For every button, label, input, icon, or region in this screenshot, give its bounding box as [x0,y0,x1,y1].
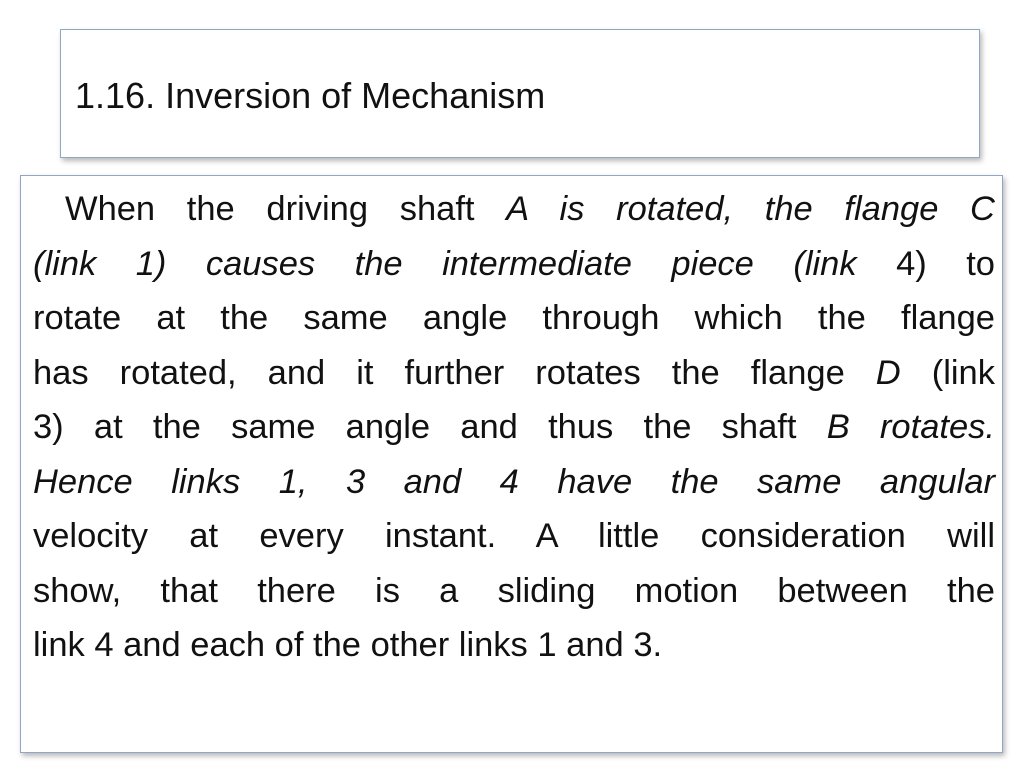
italic-text-segment: (link 1) causes the intermediate piece (link [33,244,897,283]
text-segment: (link [900,353,995,392]
italic-text-segment: D [875,353,901,392]
body-paragraph [33,182,995,673]
text-segment: link 4 and each of the other links 1 and 3. [33,626,663,664]
title-placeholder [60,29,980,158]
italic-text-segment: Hence links 1, 3 and 4 have the same angular [33,462,995,501]
body-line [33,400,995,455]
text-segment: When the driving shaft [65,190,507,228]
text-segment: 4) to [896,244,995,283]
body-line [33,291,995,346]
text-segment: show, that there is a sliding motion between the [33,571,995,610]
body-line [33,509,995,564]
body-line [33,455,995,510]
body-line [33,618,995,673]
body-line [33,182,995,237]
text-segment: 3) at the same angle and thus the shaft [33,408,827,446]
body-line [33,564,995,619]
text-segment: rotate at the same angle through which the flange [33,299,995,337]
slide-title: 1.16. Inversion of Mechanism [75,75,546,116]
text-segment: velocity at every instant. A little consideration will [33,517,995,555]
text-segment: has rotated, and it further rotates the flange [33,353,876,392]
italic-text-segment: B rotates. [826,408,995,446]
body-placeholder [20,175,1003,753]
body-line [33,346,995,401]
italic-text-segment: A is rotated, the flange C [506,190,995,228]
body-line [33,237,995,292]
